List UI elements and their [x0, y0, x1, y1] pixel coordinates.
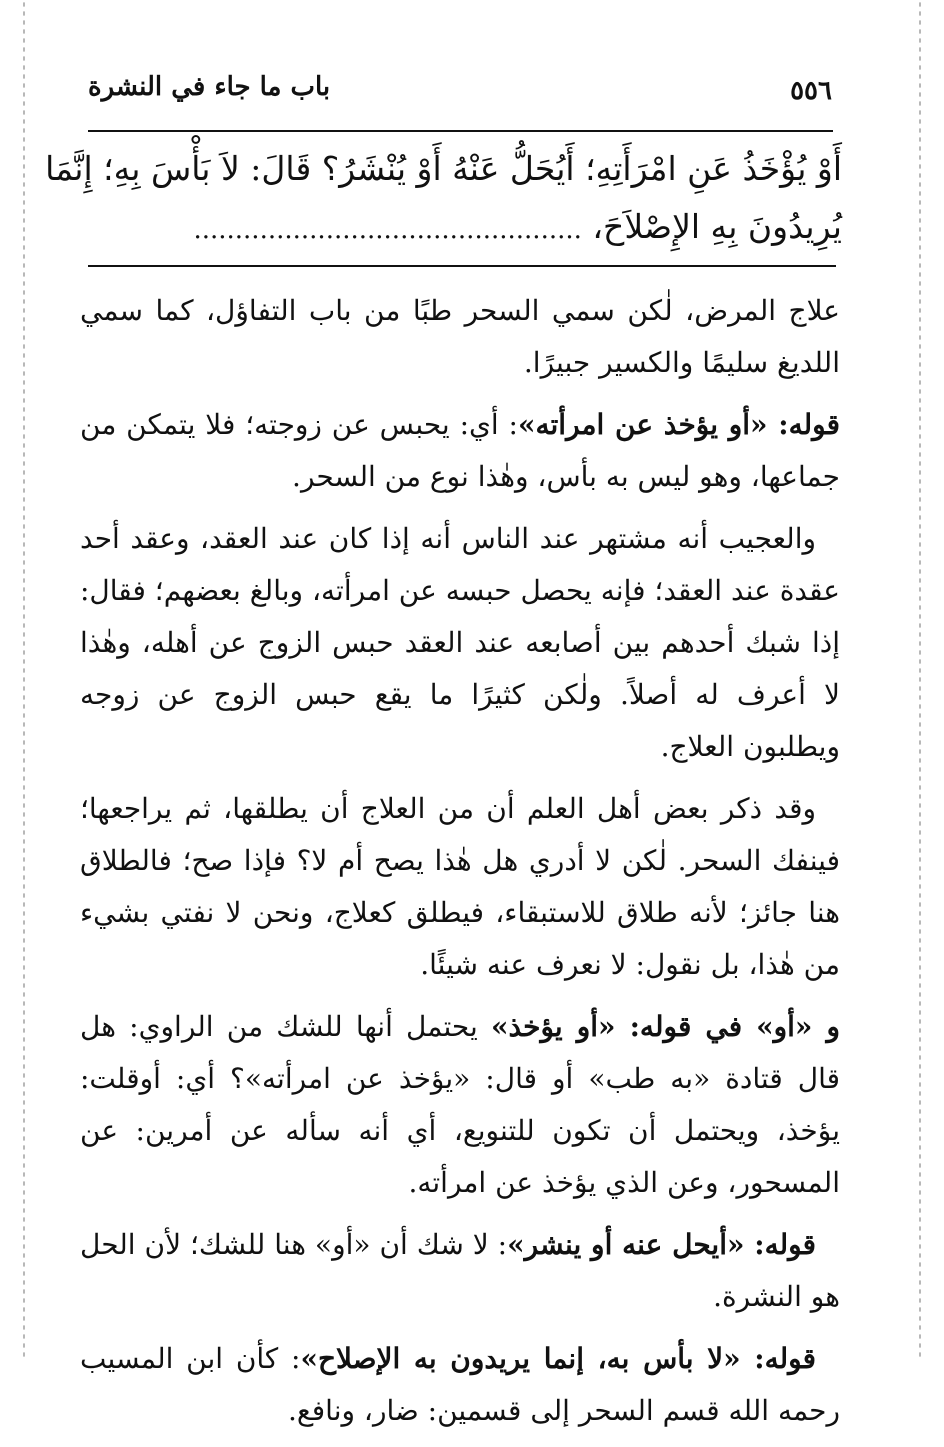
paragraph-3: والعجيب أنه مشتهر عند الناس أنه إذا كان عند العقد، وعقد أحد عقدة عند العقد؛ فإنه يحصل حبسه عن امرأته، وبالغ بعضهم؛ فقال: إذا شبك أحدهم بين أصابعه عند العقد حبس الزوج عن أهله، وهٰذا لا أعرف له أصلاً. ولٰكن كثيرًا ما يقع حبس الزوج عن زوجه ويطلبون العلاج. — [80, 522, 840, 763]
paragraph-5 — [80, 1001, 840, 1209]
paragraph-5-prefix: و «أو» في قوله: «أو يؤخذ» — [490, 1010, 840, 1043]
matn-line-1: أَوْ يُؤْخَذُ عَنِ امْرَأَتِهِ؛ أَيُحَلُّ عَنْهُ أَوْ يُنْشَرُ؟ قَالَ: لاَ بَأْسَ بِهِ؛ إِنَّمَا — [45, 149, 842, 188]
scan-edge-dots-left — [22, 0, 26, 1359]
matn-line-2-text: يُرِيدُونَ بِهِ الإِصْلاَحَ، — [592, 207, 842, 246]
paragraph-6 — [80, 1219, 840, 1323]
commentary-body — [80, 285, 840, 1447]
paragraph-2 — [80, 399, 840, 503]
header-rule — [88, 130, 833, 132]
matn-text — [45, 140, 842, 259]
paragraph-4: وقد ذكر بعض أهل العلم أن من العلاج أن يطلقها، ثم يراجعها؛ فينفك السحر. لٰكن لا أدري هل هٰذا يصح أم لا؟ فإذا صح؛ فالطلاق هنا جائز؛ لأنه طلاق للاستبقاء، فيطلق كعلاج، ونحن لا نفتي بشيء من هٰذا، بل نقول: لا نعرف عنه شيئًا. — [80, 792, 840, 981]
page-header — [88, 60, 838, 120]
paragraph-6-label: قوله: «أيحل عنه أو ينشر» — [507, 1228, 816, 1261]
paragraph-1: علاج المرض، لٰكن سمي السحر طبًا من باب التفاؤل، كما سمي اللديغ سليمًا والكسير جبيرًا. — [80, 294, 840, 379]
paragraph-6-text: : لا شك أن «أو» هنا للشك؛ لأن الحل هو النشرة. — [80, 1228, 840, 1313]
paragraph-7 — [80, 1333, 840, 1437]
page-number: ٥٥٦ — [790, 76, 832, 106]
scan-edge-dots-right — [918, 0, 922, 1359]
paragraph-5-text: يحتمل أنها للشك من الراوي: هل قال قتادة «به طب» أو قال: «يؤخذ عن امرأته»؟ أي: أوقلت: يؤخذ، ويحتمل أن تكون للتنويع، أي أنه سأله عن أمرين: عن المسحور، وعن الذي يؤخذ عن امرأته. — [80, 1010, 840, 1199]
paragraph-2-text: : أي: يحبس عن زوجته؛ فلا يتمكن من جماعها، وهو ليس به بأس، وهٰذا نوع من السحر. — [80, 408, 840, 493]
paragraph-7-text: : كأن ابن المسيب رحمه الله قسم السحر إلى قسمين: ضار، ونافع. — [80, 1342, 840, 1427]
paragraph-2-label: قوله: «أو يؤخذ عن امرأته» — [518, 408, 840, 441]
paragraph-7-label: قوله: «لا بأس به، إنما يريدون به الإصلاح» — [300, 1342, 816, 1375]
matn-separator-rule — [88, 265, 836, 267]
matn-dots: ............................................... — [193, 215, 582, 245]
matn-line-2 — [80, 198, 842, 259]
running-title: باب ما جاء في النشرة — [88, 72, 331, 102]
